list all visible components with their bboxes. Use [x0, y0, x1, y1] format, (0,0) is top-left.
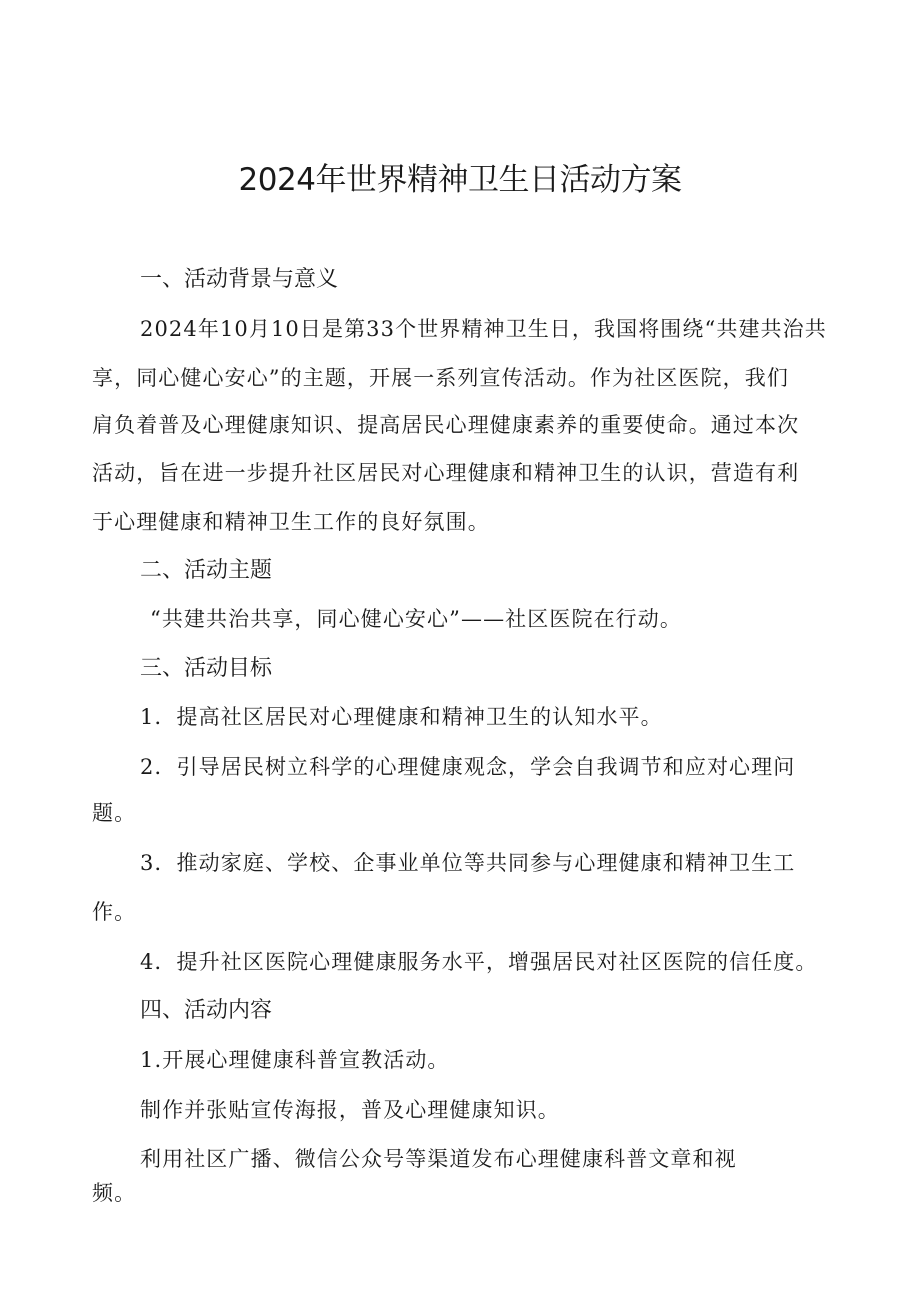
section-heading-goals: 三、活动目标: [140, 656, 273, 681]
background-line-3: 肩负着普及心理健康知识、提高居民心理健康素养的重要使命。通过本次: [92, 413, 800, 437]
goal-item-2-cont: 题。: [92, 801, 137, 825]
section-heading-background: 一、活动背景与意义: [140, 267, 339, 292]
content-bullet-1: 制作并张贴宣传海报，普及心理健康知识。: [140, 1098, 560, 1122]
goal-item-3: 3．推动家庭、学校、企事业单位等共同参与心理健康和精神卫生工: [140, 851, 796, 875]
background-line-1: 2024年10月10日是第33个世界精神卫生日，我国将围绕“共建共治共: [140, 317, 827, 341]
content-sub-1: 1.开展心理健康科普宣教活动。: [140, 1048, 450, 1072]
background-line-4: 活动，旨在进一步提升社区居民对心理健康和精神卫生的认识，营造有利: [92, 461, 800, 485]
theme-text: “共建共治共享，同心健心安心”——社区医院在行动。: [150, 607, 682, 631]
goal-item-4: 4．提升社区医院心理健康服务水平，增强居民对社区医院的信任度。: [140, 950, 818, 974]
background-line-2: 享，同心健心安心”的主题，开展一系列宣传活动。作为社区医院，我们: [92, 366, 789, 390]
document-title: 2024年世界精神卫生日活动方案: [238, 162, 682, 198]
section-heading-theme: 二、活动主题: [140, 558, 273, 583]
content-bullet-2: 利用社区广播、微信公众号等渠道发布心理健康科普文章和视: [140, 1147, 737, 1171]
goal-item-3-cont: 作。: [92, 900, 137, 924]
section-heading-content: 四、活动内容: [140, 998, 273, 1023]
goal-item-2: 2．引导居民树立科学的心理健康观念，学会自我调节和应对心理问: [140, 755, 796, 779]
content-bullet-2-cont: 频。: [92, 1181, 137, 1205]
background-line-5: 于心理健康和精神卫生工作的良好氛围。: [92, 510, 490, 534]
goal-item-1: 1．提高社区居民对心理健康和精神卫生的认知水平。: [140, 705, 663, 729]
